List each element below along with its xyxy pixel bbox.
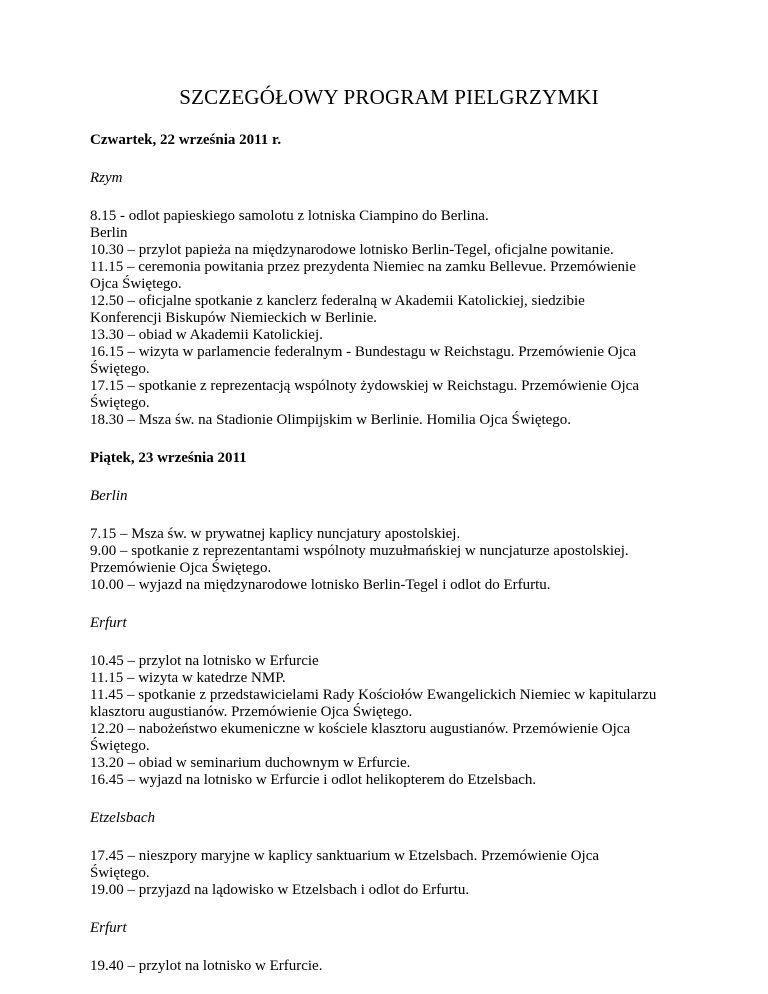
- schedule-line: Świętego.: [90, 865, 150, 881]
- schedule-line: Świętego.: [90, 395, 150, 411]
- schedule-line: 10.00 – wyjazd na międzynarodowe lotnisko Berlin-Tegel i odlot do Erfurtu.: [90, 577, 551, 593]
- place-heading-erfurt-evening: Erfurt: [90, 920, 127, 936]
- document-title: SZCZEGÓŁOWY PROGRAM PIELGRZYMKI: [179, 85, 599, 109]
- schedule-line: 7.15 – Msza św. w prywatnej kaplicy nuncjatury apostolskiej.: [90, 526, 461, 542]
- schedule-thursday: [90, 208, 688, 429]
- schedule-line: 17.45 – nieszpory maryjne w kaplicy sanktuarium w Etzelsbach. Przemówienie Ojca: [90, 848, 600, 864]
- schedule-line: 11.15 – wizyta w katedrze NMP.: [90, 670, 286, 686]
- schedule-line: Przemówienie Ojca Świętego.: [90, 560, 272, 576]
- schedule-line: 8.15 - odlot papieskiego samolotu z lotniska Ciampino do Berlina.: [90, 208, 489, 224]
- place-heading-etzelsbach: Etzelsbach: [90, 810, 155, 826]
- schedule-line: 12.20 – nabożeństwo ekumeniczne w kościele klasztoru augustianów. Przemówienie Ojca: [90, 721, 631, 737]
- schedule-line: 17.15 – spotkanie z reprezentacją wspólnoty żydowskiej w Reichstagu. Przemówienie Ojca: [90, 378, 640, 394]
- schedule-line: Konferencji Biskupów Niemieckich w Berlinie.: [90, 310, 378, 326]
- schedule-erfurt: [90, 653, 688, 789]
- schedule-line: 10.30 – przylot papieża na międzynarodowe lotnisko Berlin-Tegel, oficjalne powitanie.: [90, 242, 614, 258]
- schedule-line: Świętego.: [90, 738, 150, 754]
- day-heading-friday: Piątek, 23 września 2011: [90, 450, 247, 466]
- schedule-line: 10.45 – przylot na lotnisko w Erfurcie: [90, 653, 319, 669]
- schedule-line: klasztoru augustianów. Przemówienie Ojca Świętego.: [90, 704, 413, 720]
- schedule-line: 11.15 – ceremonia powitania przez prezydenta Niemiec na zamku Bellevue. Przemówienie: [90, 259, 636, 275]
- schedule-erfurt-evening: [90, 958, 688, 975]
- schedule-line: 16.45 – wyjazd na lotnisko w Erfurcie i odlot helikopterem do Etzelsbach.: [90, 772, 537, 788]
- schedule-line: Berlin: [90, 225, 128, 241]
- schedule-berlin: [90, 526, 688, 594]
- schedule-line: 18.30 – Msza św. na Stadionie Olimpijskim w Berlinie. Homilia Ojca Świętego.: [90, 412, 572, 428]
- schedule-line: 19.40 – przylot na lotnisko w Erfurcie.: [90, 958, 323, 974]
- schedule-line: 11.45 – spotkanie z przedstawicielami Rady Kościołów Ewangelickich Niemiec w kapitularzu: [90, 687, 657, 703]
- schedule-line: Świętego.: [90, 361, 150, 377]
- schedule-line: 13.30 – obiad w Akademii Katolickiej.: [90, 327, 323, 343]
- place-heading-erfurt: Erfurt: [90, 615, 127, 631]
- schedule-line: 9.00 – spotkanie z reprezentantami wspólnoty muzułmańskiej w nuncjaturze apostolskiej.: [90, 543, 629, 559]
- schedule-line: 16.15 – wizyta w parlamencie federalnym - Bundestagu w Reichstagu. Przemówienie Ojca: [90, 344, 637, 360]
- schedule-etzelsbach: [90, 848, 688, 899]
- place-heading-berlin: Berlin: [90, 488, 128, 504]
- day-heading-thursday: Czwartek, 22 września 2011 r.: [90, 132, 282, 148]
- schedule-line: Ojca Świętego.: [90, 276, 182, 292]
- schedule-line: 13.20 – obiad w seminarium duchownym w Erfurcie.: [90, 755, 411, 771]
- schedule-line: 12.50 – oficjalne spotkanie z kanclerz federalną w Akademii Katolickiej, siedzibie: [90, 293, 585, 309]
- schedule-line: 19.00 – przyjazd na lądowisko w Etzelsbach i odlot do Erfurtu.: [90, 882, 470, 898]
- place-heading-rzym: Rzym: [90, 170, 123, 186]
